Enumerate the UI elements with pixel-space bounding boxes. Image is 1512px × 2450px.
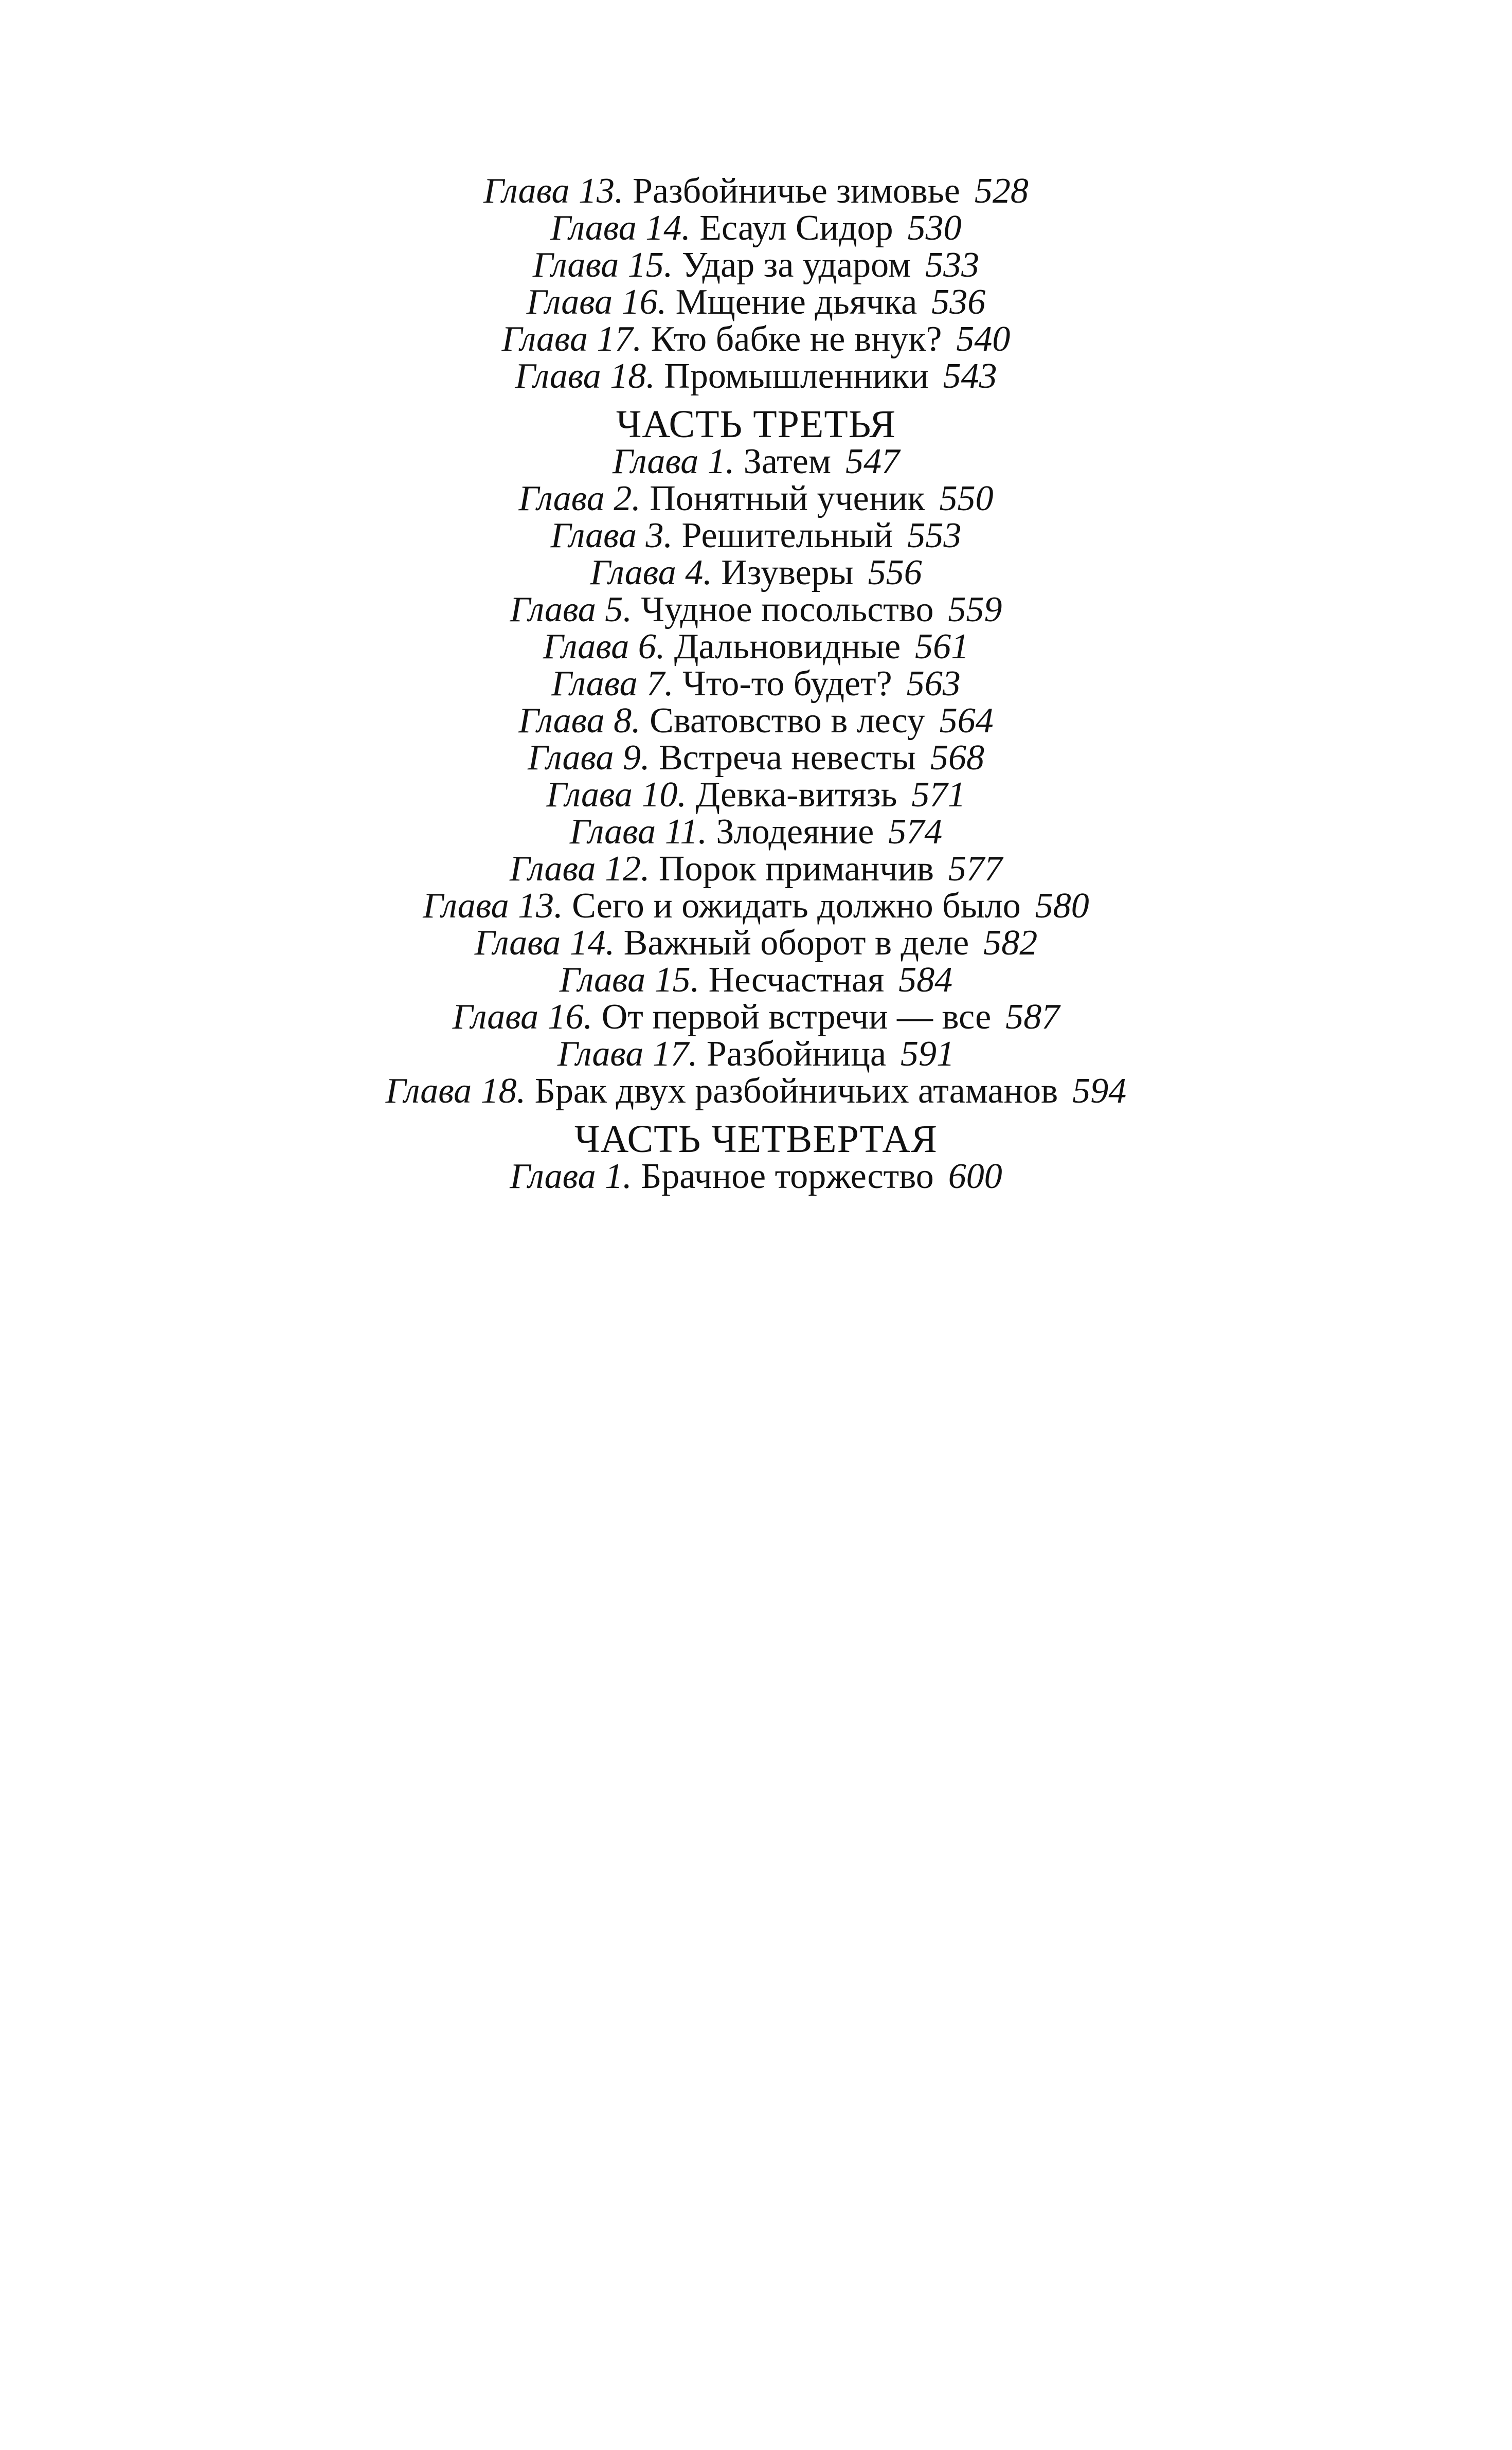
chapter-number: Глава 10. <box>546 775 687 815</box>
page-number: 556 <box>868 553 922 592</box>
chapter-number: Глава 11. <box>569 812 707 852</box>
toc-entry <box>0 702 1512 740</box>
page-number: 559 <box>948 590 1002 629</box>
toc-entry <box>0 665 1512 702</box>
chapter-number: Глава 4. <box>590 553 712 592</box>
page-number: 577 <box>948 849 1002 889</box>
chapter-number: Глава 7. <box>551 664 674 704</box>
page-number: 587 <box>1005 997 1060 1037</box>
toc-entry <box>0 480 1512 517</box>
page-number: 591 <box>901 1034 955 1074</box>
chapter-title: Разбойница <box>706 1034 887 1074</box>
chapter-title: Чудное посольство <box>641 590 934 629</box>
chapter-title: Мщение дьячка <box>675 282 917 322</box>
page-number: 528 <box>974 171 1029 211</box>
chapter-title: Затем <box>743 442 832 481</box>
chapter-title: Несчастная <box>708 960 885 1000</box>
toc-entry <box>0 777 1512 814</box>
chapter-title: Понятный ученик <box>650 479 925 518</box>
page-number: 550 <box>939 479 994 518</box>
toc-entry <box>0 554 1512 591</box>
page-number: 543 <box>943 356 997 396</box>
chapter-number: Глава 13. <box>483 171 624 211</box>
toc-entry <box>0 962 1512 999</box>
toc-entry <box>0 925 1512 962</box>
chapter-number: Глава 18. <box>515 356 655 396</box>
page-number: 530 <box>907 208 962 248</box>
chapter-title: Промышленники <box>664 356 929 396</box>
chapter-title: Дальновидные <box>674 627 901 666</box>
chapter-title: Важный оборот в деле <box>623 923 969 963</box>
part-title: ЧАСТЬ ТРЕТЬЯ <box>616 403 896 446</box>
toc-section-part-four <box>0 1120 1512 1195</box>
page-number: 536 <box>931 282 986 322</box>
chapter-title: Злодеяние <box>716 812 874 852</box>
chapter-title: Сватовство в лесу <box>650 701 925 741</box>
page-number: 571 <box>911 775 966 815</box>
chapter-title: Удар за ударом <box>681 245 911 285</box>
chapter-number: Глава 2. <box>518 479 641 518</box>
page-number: 584 <box>898 960 953 1000</box>
chapter-number: Глава 17. <box>501 319 642 359</box>
toc-section-continued <box>0 173 1512 395</box>
chapter-title: Встреча невесты <box>658 738 916 778</box>
toc-entry <box>0 284 1512 321</box>
page-number: 553 <box>907 516 962 555</box>
chapter-title: Сего и ожидать должно было <box>572 886 1021 926</box>
chapter-number: Глава 15. <box>532 245 673 285</box>
page-number: 568 <box>930 738 984 778</box>
chapter-number: Глава 3. <box>550 516 673 555</box>
toc-entry <box>0 999 1512 1036</box>
chapter-title: От первой встречи — все <box>601 997 992 1037</box>
chapter-number: Глава 12. <box>510 849 650 889</box>
chapter-number: Глава 5. <box>510 590 632 629</box>
page-number: 561 <box>915 627 969 666</box>
chapter-number: Глава 1. <box>612 442 735 481</box>
chapter-title: Девка-витязь <box>695 775 897 815</box>
chapter-number: Глава 17. <box>557 1034 698 1074</box>
toc-entry <box>0 247 1512 284</box>
toc-entry <box>0 888 1512 925</box>
page-number: 564 <box>939 701 994 741</box>
toc-entry <box>0 591 1512 628</box>
chapter-title: Порок приманчив <box>658 849 934 889</box>
table-of-contents <box>0 173 1512 1195</box>
toc-entry <box>0 1158 1512 1195</box>
chapter-number: Глава 14. <box>550 208 691 248</box>
page-number: 563 <box>906 664 961 704</box>
part-title: ЧАСТЬ ЧЕТВЕРТАЯ <box>574 1118 938 1161</box>
page-number: 582 <box>983 923 1038 963</box>
chapter-number: Глава 18. <box>385 1071 526 1111</box>
chapter-number: Глава 15. <box>559 960 700 1000</box>
toc-entry <box>0 628 1512 665</box>
toc-section-part-three <box>0 405 1512 1110</box>
chapter-number: Глава 16. <box>452 997 593 1037</box>
chapter-title: Есаул Сидор <box>699 208 893 248</box>
chapter-title: Брачное торжество <box>641 1157 934 1196</box>
chapter-title: Что-то будет? <box>682 664 892 704</box>
toc-entry <box>0 1073 1512 1110</box>
toc-entry <box>0 517 1512 554</box>
page-number: 594 <box>1072 1071 1127 1111</box>
page-number: 533 <box>925 245 980 285</box>
chapter-number: Глава 8. <box>518 701 641 741</box>
toc-entry <box>0 321 1512 358</box>
chapter-title: Изуверы <box>721 553 854 592</box>
chapter-title: Кто бабке не внук? <box>651 319 942 359</box>
chapter-number: Глава 13. <box>423 886 563 926</box>
chapter-title: Решительный <box>681 516 893 555</box>
page-number: 540 <box>956 319 1011 359</box>
chapter-number: Глава 16. <box>526 282 667 322</box>
toc-entry <box>0 443 1512 480</box>
toc-entry <box>0 358 1512 395</box>
toc-entry <box>0 210 1512 247</box>
page-number: 547 <box>845 442 900 481</box>
page-number: 600 <box>948 1157 1002 1196</box>
toc-entry <box>0 814 1512 851</box>
toc-entry <box>0 740 1512 777</box>
toc-entry <box>0 851 1512 888</box>
page-number: 574 <box>888 812 943 852</box>
chapter-number: Глава 14. <box>474 923 615 963</box>
toc-entry <box>0 173 1512 210</box>
chapter-number: Глава 9. <box>528 738 650 778</box>
chapter-title: Брак двух разбойничьих атаманов <box>534 1071 1058 1111</box>
page-number: 580 <box>1035 886 1089 926</box>
chapter-number: Глава 6. <box>543 627 665 666</box>
toc-entry <box>0 1036 1512 1073</box>
chapter-number: Глава 1. <box>510 1157 632 1196</box>
chapter-title: Разбойничье зимовье <box>633 171 960 211</box>
